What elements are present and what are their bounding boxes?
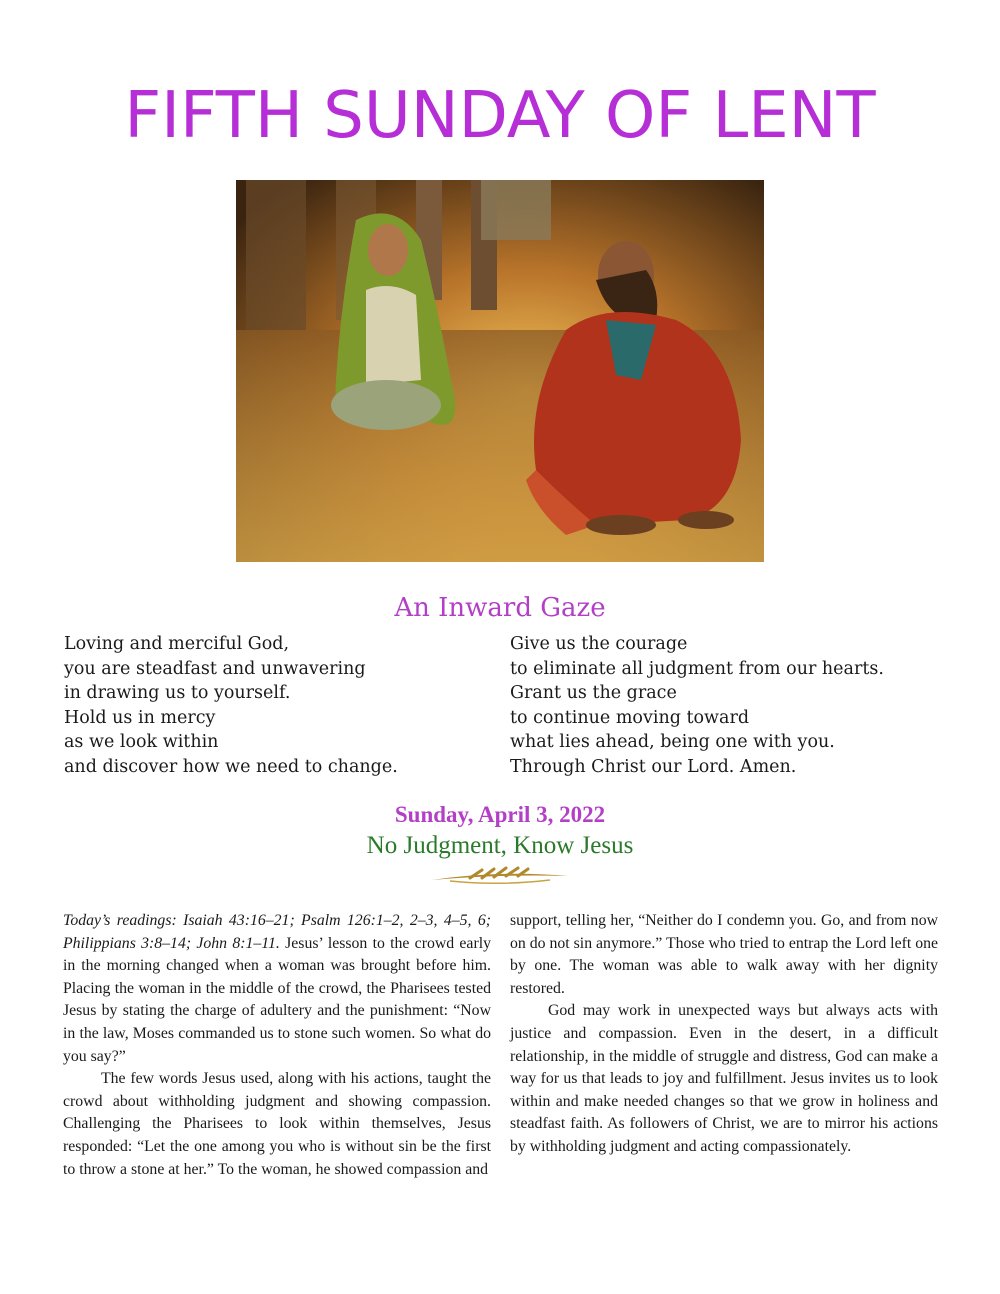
prayer-line: to eliminate all judgment from our hearts.	[510, 658, 884, 679]
reflection-paragraph: God may work in unexpected ways but always acts with justice and compassion. Even in the desert, in a difficult relationship, in the middle of struggle and distress, God can make a way for us that leads to joy and fulfillment. Jesus invites us to look within and make needed changes so that we grow in holiness and steadfast faith. As followers of Christ, we are to mirror his actions by withholding judgment and acting compassionately.	[510, 1002, 938, 1155]
prayer-right-column	[510, 632, 884, 780]
prayer-line: Grant us the grace	[510, 683, 677, 704]
prayer-line: and discover how we need to change.	[64, 756, 398, 777]
prayer-line: what lies ahead, being one with you.	[510, 732, 835, 753]
prayer-line: Loving and merciful God,	[64, 634, 290, 654]
readings: Today’s readings: Isaiah 43:16–21; Psalm 126:1–2, 2–3, 4–5, 6; Philippians 3:8–14; John 8:1–11.	[63, 912, 491, 952]
reflection-date: Sunday, April 3, 2022	[394, 802, 606, 827]
prayer-line: to continue moving toward	[510, 707, 750, 728]
prayer-line: in drawing us to yourself.	[64, 683, 291, 704]
prayer-left-column	[64, 632, 398, 780]
reflection-paragraph: Today’s readings: Isaiah 43:16–21; Psalm 126:1–2, 2–3, 4–5, 6; Philippians 3:8–14; John 8:1–11. Jesus’ lesson to the crowd early in the morning changed when a woman was brought before him. Placing the woman in the middle of the crowd, the Pharisees tested Jesus by stating the charge of adultery and the punishment: “Now in the law, Moses commanded us to stone such women. So what do you say?”	[63, 912, 491, 1065]
page-title: FIFTH SUNDAY OF LENT	[124, 79, 876, 153]
wheat-ornament-icon	[430, 864, 570, 886]
prayer-title: An Inward Gaze	[394, 593, 606, 623]
illustration	[236, 180, 764, 562]
prayer-line: Give us the courage	[510, 634, 688, 654]
prayer-line: Through Christ our Lord. Amen.	[510, 756, 797, 777]
reflection-paragraph: The few words Jesus used, along with his actions, taught the crowd about withholding judgment and showing compassion. Challenging the Pharisees to look within themselves, Jesus responded: “Let the one among you who is without sin be the first to throw a stone at her.” To the woman, he showed compassion and	[63, 1070, 491, 1178]
prayer-line: as we look within	[64, 732, 219, 753]
prayer-line: Hold us in mercy	[64, 707, 216, 728]
reflection-text	[63, 910, 491, 1181]
prayer-line: you are steadfast and unwavering	[64, 658, 366, 679]
reflection-text-continued	[510, 910, 938, 1159]
reflection-paragraph-continued: support, telling her, “Neither do I condemn you. Go, and from now on do not sin anymore.” Those who tried to entrap the Lord left one by one. The woman was able to walk away with her dignity restored.	[510, 912, 938, 997]
jesus-and-woman-painting	[236, 180, 764, 562]
reflection-title: No Judgment, Know Jesus	[366, 832, 634, 859]
